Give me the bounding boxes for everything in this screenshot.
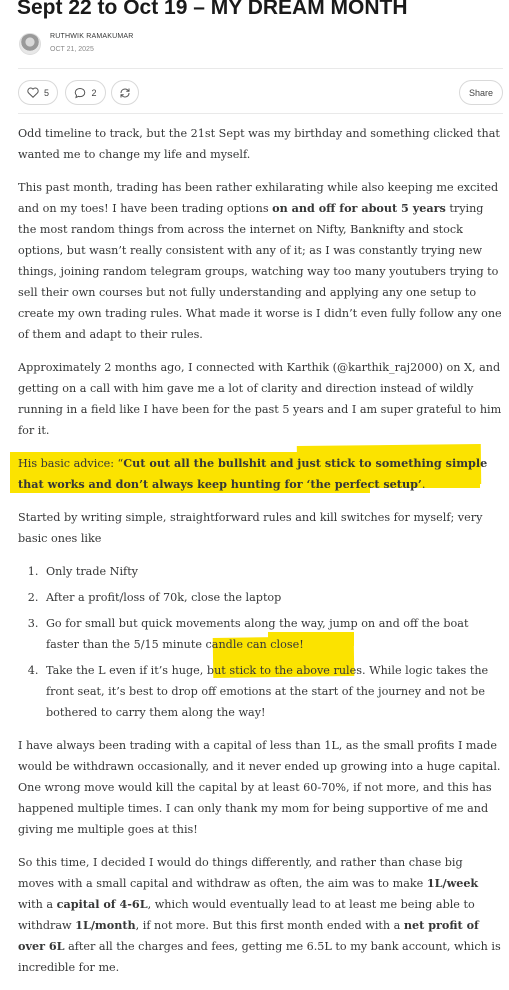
paragraph: Odd timeline to track, but the 21st Sept was my birthday and something clicked that wanted me to change my life and myself.	[18, 127, 500, 161]
list-item: 3. Go for small but quick movements along the way, jump on and off the boat faster than the 5/15 minute candle can close!	[42, 613, 502, 655]
author-avatar[interactable]	[19, 33, 41, 55]
paragraph: Approximately 2 months ago, I connected with Karthik (@karthik_raj2000) on X, and getting on a call with him gave me a lot of clarity and direction instead of wildly running in a field like I have been for the past 5 years and I am super grateful to him for it.	[18, 361, 502, 437]
paragraph: I have always been trading with a capital of less than 1L, as the small profits I made would be withdrawn occasionally, and it never ended up growing into a huge capital. One wrong move would kill the capital by at least 60-70%, if not more, and this has happened multiple times. I can only thank my mom for being supportive of me and giving me multiple goes at this!	[18, 739, 501, 836]
paragraph-highlighted: His basic advice: “Cut out all the bullshit and just stick to something simple that works and don’t always keep hunting for ‘the perfect setup’.	[18, 456, 488, 491]
paragraph: Started by writing simple, straightforward rules and kill switches for myself; very basic ones like	[18, 511, 483, 545]
post-body	[18, 123, 502, 990]
paragraph: So this time, I decided I would do things differently, and rather than chase big moves with a small capital and withdraw as often, the aim was to make 1L/week with a capital of 4-6L, which would eventually lead to at least me being able to withdraw 1L/month, if not more. But this first month ended with a net profit of over 6L after all the charges and fees, getting me 6.5L to my bank account, which is incredible for me.	[18, 856, 501, 974]
comment-count: 2	[91, 87, 97, 98]
divider-top	[18, 68, 503, 69]
divider-actions	[18, 113, 503, 114]
rules-list	[18, 561, 502, 723]
post-title: Sept 22 to Oct 19 – MY DREAM MONTH	[17, 0, 408, 19]
list-item: 2. After a profit/loss of 70k, close the laptop	[42, 587, 502, 608]
comment-button[interactable]	[65, 80, 106, 105]
list-item: 4. Take the L even if it’s huge, but stick to the above rules. While logic takes the front seat, it’s best to drop off emotions at the start of the journey and not be bothered to carry them along the way!	[42, 660, 502, 723]
comment-icon	[74, 87, 86, 99]
author-name[interactable]: RUTHWIK RAMAKUMAR	[50, 33, 134, 40]
like-button[interactable]	[18, 80, 58, 105]
share-button[interactable]	[459, 80, 503, 105]
heart-icon	[27, 87, 39, 98]
post-date: OCT 21, 2025	[50, 46, 94, 53]
list-item: 1. Only trade Nifty	[42, 561, 502, 582]
restack-icon	[119, 87, 131, 99]
share-label: Share	[468, 87, 494, 98]
paragraph: This past month, trading has been rather exhilarating while also keeping me excited and on my toes! I have been trading options on and off for about 5 years trying the most random things from across the internet on Nifty, Banknifty and stock options, but wasn’t really consistent with any of it; as I was constantly trying new things, joining random telegram groups, watching way too many youtubers trying to sell their own courses but not fully understanding and applying any one setup to create my own trading rules. What made it worse is I didn’t even fully follow any one of them and adapt to their rules.	[18, 181, 502, 341]
like-count: 5	[43, 87, 49, 98]
restack-button[interactable]	[111, 80, 139, 105]
